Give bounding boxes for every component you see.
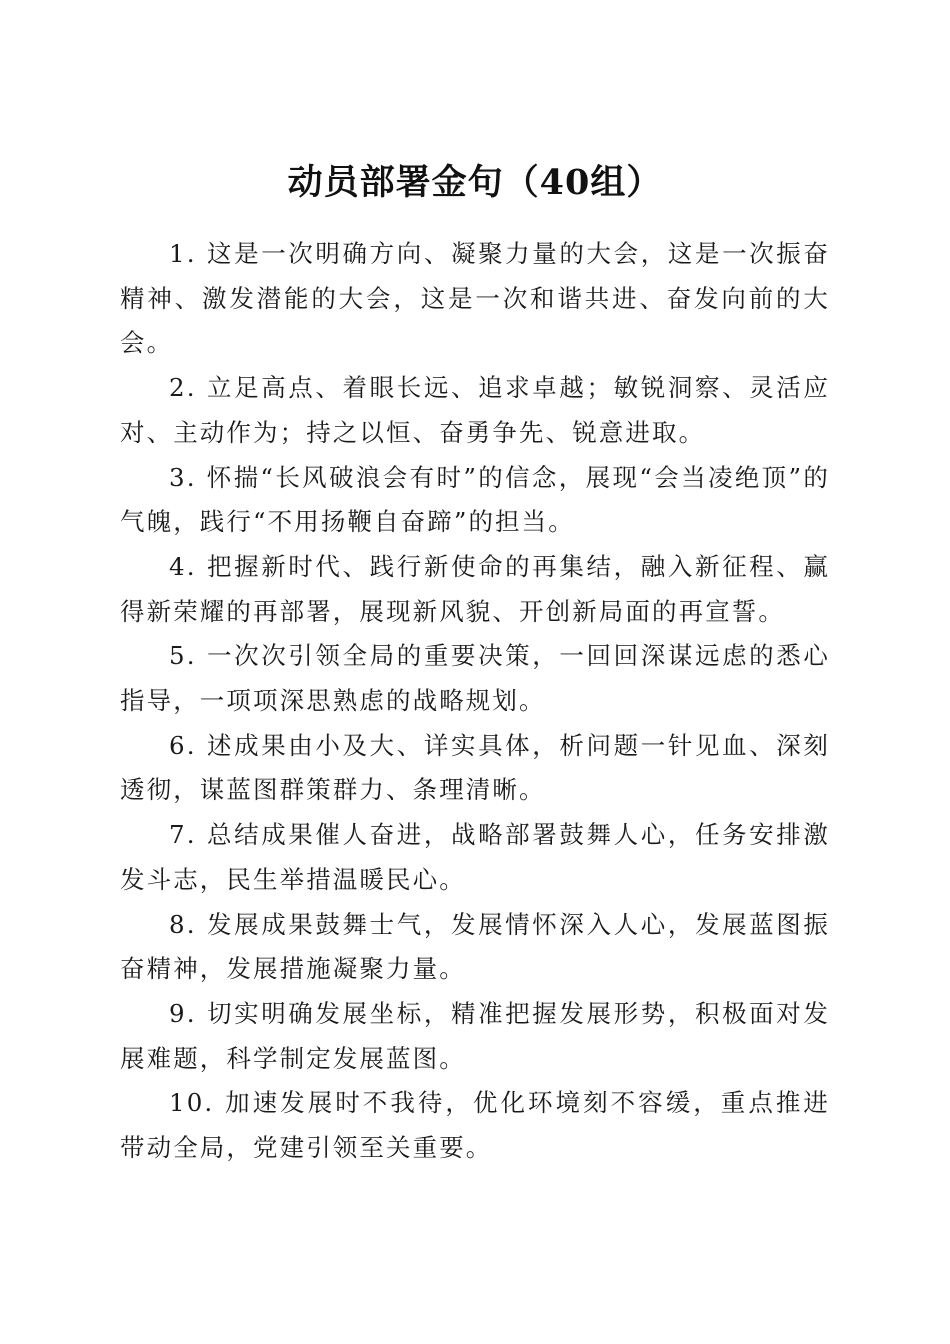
document-title: 动员部署金句（40组） bbox=[287, 162, 663, 204]
paragraph-1: 1. 这是一次明确方向、凝聚力量的大会，这是一次振奋精神、激发潜能的大会，这是一次和谐共进、奋发向前的大会。 bbox=[120, 239, 830, 358]
paragraph-9: 9. 切实明确发展坐标，精准把握发展形势，积极面对发展难题，科学制定发展蓝图。 bbox=[120, 998, 830, 1073]
paragraph-4: 4. 把握新时代、践行新使命的再集结，融入新征程、赢得新荣耀的再部署，展现新风貌、开创新局面的再宣誓。 bbox=[120, 551, 830, 626]
paragraph-7: 7. 总结成果催人奋进，战略部署鼓舞人心，任务安排激发斗志，民生举措温暖民心。 bbox=[120, 820, 830, 894]
paragraph-2: 2. 立足高点、着眼长远、追求卓越；敏锐洞察、灵活应对、主动作为；持之以恒、奋勇争先、锐意进取。 bbox=[120, 373, 830, 447]
paragraph-3: 3. 怀揣“长风破浪会有时”的信念，展现“会当凌绝顶”的气魄，践行“不用扬鞭自奋蹄”的担当。 bbox=[120, 462, 830, 537]
document-body bbox=[120, 232, 830, 1171]
paragraph-10: 10. 加速发展时不我待，优化环境刻不容缓，重点推进带动全局，党建引领至关重要。 bbox=[120, 1088, 830, 1163]
paragraph-5: 5. 一次次引领全局的重要决策，一回回深谋远虑的悉心指导，一项项深思熟虑的战略规划。 bbox=[120, 641, 830, 716]
paragraph-8: 8. 发展成果鼓舞士气，发展情怀深入人心，发展蓝图振奋精神，发展措施凝聚力量。 bbox=[120, 909, 830, 984]
paragraph-6: 6. 述成果由小及大、详实具体，析问题一针见血、深刻透彻，谋蓝图群策群力、条理清晰。 bbox=[120, 730, 830, 805]
